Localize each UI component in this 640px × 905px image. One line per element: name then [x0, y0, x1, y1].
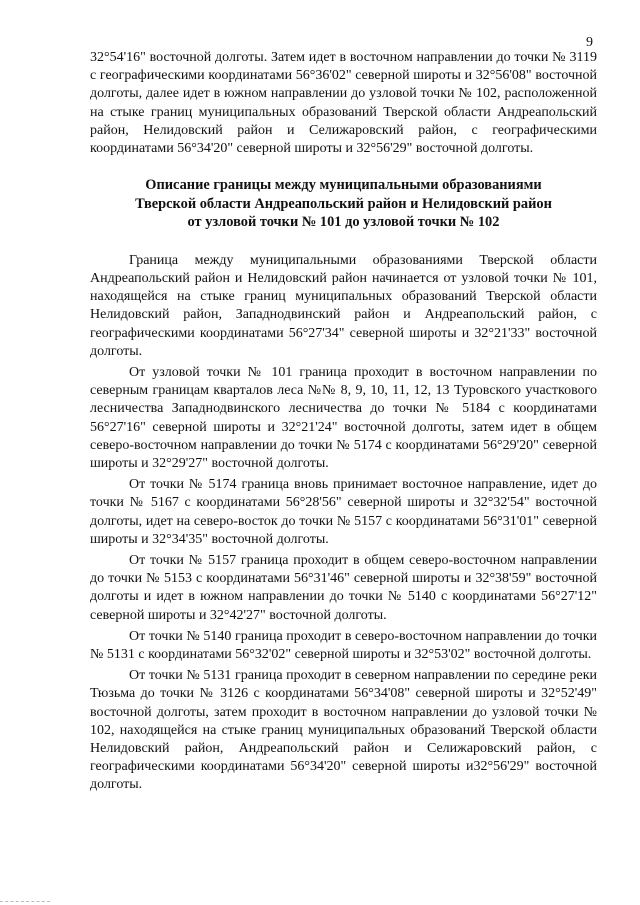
paragraph-2: От узловой точки № 101 граница проходит в восточном направлении по северным границам кварталов леса №№ 8, 9, 10, 11, 12, 13 Туровского участкового лесничества Западнодвинского лесничества до точки № 5184 с координатами 56°27'16" северной широты и 32°21'24" восточной долготы, затем идет в общем северо-восточном направлении до точки № 5174 с координатами 56°29'20" северной широты и 32°29'27" восточной долготы. [90, 364, 597, 471]
paragraph-6: От точки № 5131 граница проходит в северном направлении по середине реки Тюзьма до точки № 3126 с координатами 56°34'08" северной широты и 32°52'49" восточной долготы, затем проходит в восточном направлении до узловой точки № 102, находящейся на стыке границ муниципальных образований Тверской области Нелидовский район, Андреапольский район и Селижаровский район, с географическими координатами 56°34'20" северной широты и32°56'29" восточной долготы. [90, 668, 597, 793]
heading-line-1: Описание границы между муниципальными образованиями [145, 177, 542, 194]
footer-divider [0, 901, 50, 902]
intro-paragraph: 32°54'16" восточной долготы. Затем идет в восточном направлении до точки № 3119 с географическими координатами 56°36'02" северной широты и 32°56'08" восточной долготы, далее идет в южном направлении до узловой точки № 102, расположенной на стыке границ муниципальных образований Тверской области Андреапольский район, Нелидовский район и Селижаровский район, с географическими координатами 56°34'20" северной широты и 32°56'29" восточной долготы. [90, 50, 597, 157]
paragraph-4: От точки № 5157 граница проходит в общем северо-восточном направлении до точки № 5153 с координатами 56°31'46" северной широты и 32°38'59" восточной долготы и идет в южном направлении до точки № 5140 с координатами 56°27'12" северной широты и 32°42'27" восточной долготы. [90, 552, 597, 623]
paragraph-3: От точки № 5174 граница вновь принимает восточное направление, идет до точки № 5167 с координатами 56°28'56" северной широты и 32°32'54" восточной долготы, идет на северо-восток до точки № 5157 с координатами 56°31'01" северной широты и 32°34'35" восточной долготы. [90, 477, 597, 547]
section-heading [90, 176, 597, 232]
heading-line-3: от узловой точки № 101 до узловой точки № 102 [187, 214, 500, 231]
document-body [90, 49, 597, 795]
heading-line-2: Тверской области Андреапольский район и Нелидовский район [135, 195, 552, 212]
paragraph-5: От точки № 5140 граница проходит в северо-восточном направлении до точки № 5131 с координатами 56°32'02" северной широты и 32°53'02" восточной долготы. [90, 628, 597, 662]
page-number: 9 [586, 35, 593, 50]
paragraph-1: Граница между муниципальными образованиями Тверской области Андреапольский район и Нелидовский район начинается от узловой точки № 101, находящейся на стыке границ муниципальных образований Тверской области Нелидовский район, Западнодвинский район и Андреапольский район, с географическими координатами 56°27'34" северной широты и 32°21'33" восточной долготы. [90, 252, 597, 359]
